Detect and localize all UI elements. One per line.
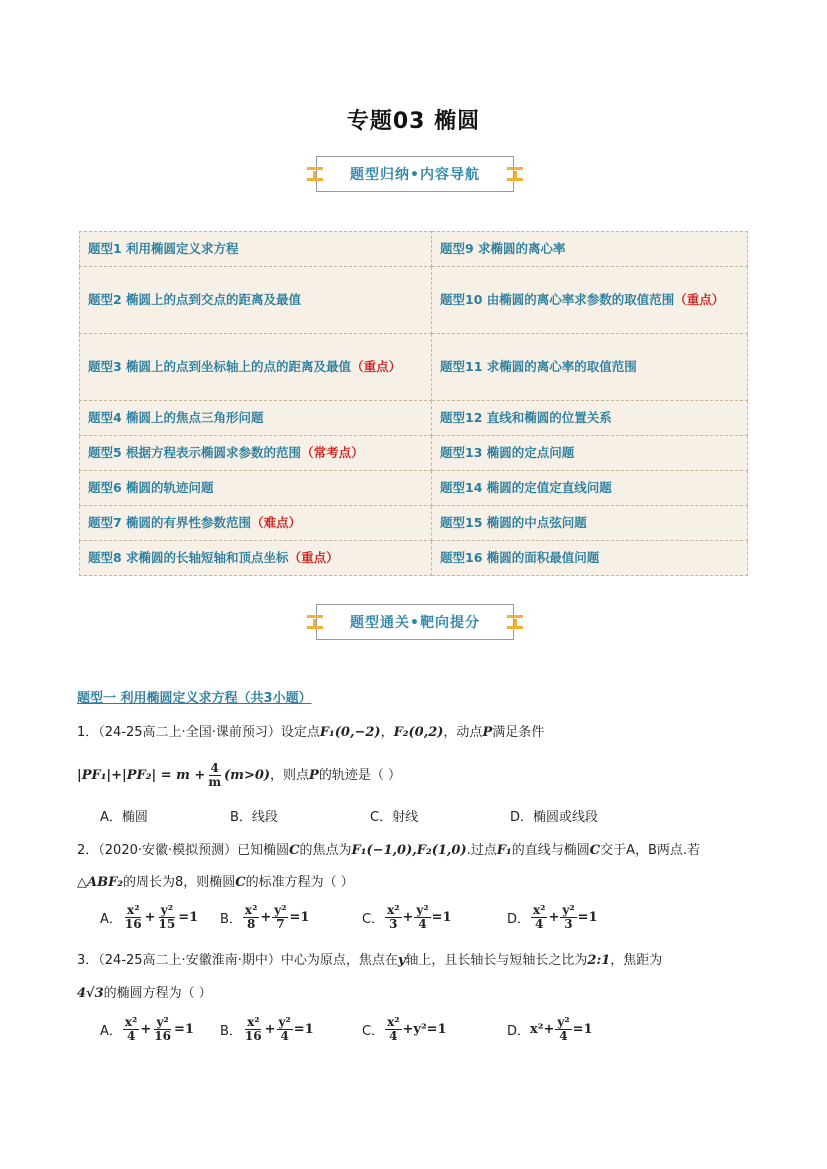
equals-one: =1 — [178, 910, 199, 925]
denominator: 16 — [124, 917, 142, 931]
option-label: D． — [507, 912, 531, 927]
nav-row — [80, 334, 748, 401]
option-d[interactable]: D．椭圆或线段 — [510, 810, 599, 825]
topic-label: 题型10 由椭圆的离心率求参数的取值范围 — [440, 292, 675, 307]
option-label: B． — [220, 912, 242, 927]
nav-topic-left[interactable] — [80, 232, 432, 267]
nav-row — [80, 436, 748, 471]
nav-topic-left[interactable] — [80, 401, 432, 436]
numerator: x² — [247, 1015, 260, 1029]
question-text: ，则点 — [270, 767, 310, 783]
banner-left-decoration — [307, 167, 323, 181]
numerator: x² — [387, 903, 400, 917]
denominator: 16 — [154, 1029, 171, 1043]
nav-row — [80, 506, 748, 541]
question-text: 满足条件 — [492, 725, 545, 740]
numerator: y² — [278, 1015, 291, 1029]
denominator: 3 — [389, 917, 398, 931]
question-3-line2 — [77, 983, 757, 1005]
option-a[interactable] — [100, 1016, 220, 1043]
topic-label: 题型5 根据方程表示椭圆求参数的范围 — [88, 445, 302, 460]
math-fraction — [243, 904, 259, 931]
equals-one: =1 — [572, 1022, 593, 1037]
math-head: x²+ — [530, 1022, 555, 1037]
topic-label: 题型16 椭圆的面积最值问题 — [440, 550, 600, 565]
option-a[interactable]: A．椭圆 — [100, 810, 148, 825]
question-text: 轴上，且长轴长与短轴长之比为 — [405, 953, 588, 968]
nav-topic-right[interactable] — [432, 471, 748, 506]
math-fraction — [277, 1016, 293, 1043]
denominator: 4 — [418, 917, 427, 931]
denominator: 16 — [244, 1029, 262, 1043]
math-condition-tail: (m>0) — [224, 767, 271, 783]
question-number: 1． — [77, 725, 99, 740]
question-text: ，动点 — [443, 725, 483, 740]
topic-tag: （常考点） — [301, 445, 364, 460]
topic-label: 题型14 椭圆的定值定直线问题 — [440, 480, 612, 495]
denominator: 4 — [126, 1029, 136, 1043]
section-banner-practice — [316, 604, 514, 640]
nav-topic-right[interactable] — [432, 267, 748, 334]
nav-topic-left[interactable] — [80, 334, 432, 401]
nav-topic-left[interactable] — [80, 506, 432, 541]
option-label: A． — [100, 1024, 122, 1039]
nav-topic-left[interactable] — [80, 541, 432, 576]
option-label: C． — [362, 1024, 385, 1039]
question-text: .过点 — [466, 843, 497, 858]
option-d[interactable] — [507, 1016, 657, 1043]
option-label: D． — [507, 1024, 531, 1039]
math-fraction — [560, 904, 576, 931]
math-f1: F₁(0,−2) — [319, 725, 381, 740]
nav-topic-left[interactable] — [80, 471, 432, 506]
question-text: 的轨迹是（ ） — [318, 767, 401, 783]
numerator: y² — [416, 903, 429, 917]
math-triangle: △ABF₂ — [77, 875, 123, 890]
equals-one: =1 — [289, 910, 310, 925]
equals-one: =1 — [577, 910, 598, 925]
question-text: ， — [380, 725, 394, 740]
nav-topic-right[interactable] — [432, 401, 748, 436]
question-2-line2 — [77, 872, 757, 894]
question-text: 的标准方程为（ ） — [245, 875, 354, 890]
option-label: B． — [220, 1024, 242, 1039]
numerator: y² — [156, 1015, 169, 1029]
denominator: 4 — [389, 1029, 398, 1043]
option-a[interactable] — [100, 904, 220, 931]
denominator: 15 — [158, 917, 176, 931]
math-c: C — [289, 843, 300, 858]
denominator: 7 — [276, 917, 285, 931]
math-focal-distance: 4√3 — [77, 986, 104, 1001]
banner-right-decoration — [507, 615, 523, 629]
topic-label: 题型11 求椭圆的离心率的取值范围 — [440, 359, 637, 374]
numerator: 4 — [210, 761, 219, 775]
numerator: y² — [562, 903, 575, 917]
denominator: 4 — [559, 1029, 568, 1043]
math-tail: +y²=1 — [402, 1022, 447, 1037]
denominator: 4 — [535, 917, 544, 931]
math-foci: F₁(−1,0),F₂(1,0) — [351, 843, 467, 858]
denominator: 8 — [246, 917, 256, 931]
math-fraction — [157, 904, 178, 931]
nav-topic-left[interactable] — [80, 267, 432, 334]
math-f2: F₂(0,2) — [393, 725, 444, 740]
math-condition: |PF₁|+|PF₂| = m + — [77, 767, 206, 783]
nav-row — [80, 232, 748, 267]
topic-tag: （重点） — [288, 550, 339, 565]
math-f1: F₁ — [496, 843, 512, 858]
question-number: 3． — [77, 953, 99, 968]
math-fraction — [385, 1016, 401, 1043]
question-1 — [77, 722, 757, 744]
option-c[interactable] — [362, 1016, 507, 1043]
option-c[interactable] — [362, 904, 507, 931]
math-ratio: 2:1 — [587, 953, 611, 968]
math-fraction — [531, 904, 547, 931]
equals-one: =1 — [431, 910, 452, 925]
option-b[interactable] — [220, 904, 362, 931]
question-number: 2． — [77, 843, 99, 858]
math-c: C — [235, 875, 246, 890]
banner-left-decoration — [307, 615, 323, 629]
nav-row — [80, 267, 748, 334]
section-heading: 题型一 利用椭圆定义求方程（共3小题） — [77, 691, 312, 706]
plus-sign: + — [264, 1022, 276, 1037]
question-2-options — [100, 904, 760, 931]
topic-label: 题型6 椭圆的轨迹问题 — [88, 480, 214, 495]
numerator: y² — [557, 1015, 570, 1029]
nav-row — [80, 401, 748, 436]
math-fraction — [123, 904, 144, 931]
banner-right-decoration — [507, 167, 523, 181]
numerator: x² — [124, 1015, 138, 1029]
topic-navigation-table — [79, 231, 748, 576]
option-d[interactable] — [507, 904, 657, 931]
math-fraction — [123, 1016, 139, 1043]
math-c: C — [589, 843, 601, 858]
topic-label: 题型8 求椭圆的长轴短轴和顶点坐标 — [88, 550, 289, 565]
topic-tag: （难点） — [251, 515, 302, 530]
plus-sign: + — [548, 910, 560, 925]
nav-topic-right[interactable] — [432, 506, 748, 541]
numerator: x² — [244, 903, 258, 917]
denominator: m — [208, 775, 222, 789]
nav-topic-right[interactable] — [432, 232, 748, 267]
plus-sign: + — [140, 1022, 152, 1037]
topic-label: 题型7 椭圆的有界性参数范围 — [88, 515, 252, 530]
math-fraction — [414, 904, 430, 931]
topic-tag: （重点） — [351, 359, 402, 374]
banner-label: 题型通关•靶向提分 — [350, 615, 480, 631]
nav-row — [80, 471, 748, 506]
topic-label: 题型2 椭圆上的点到交点的距离及最值 — [88, 292, 302, 307]
math-fraction — [555, 1016, 571, 1043]
numerator: x² — [127, 903, 140, 917]
question-1-condition — [77, 762, 757, 789]
banner-label: 题型归纳•内容导航 — [350, 167, 480, 183]
topic-label: 题型9 求椭圆的离心率 — [440, 241, 566, 256]
section-banner-nav — [316, 156, 514, 192]
equals-one: =1 — [173, 1022, 194, 1037]
option-label: A． — [100, 912, 122, 927]
numerator: x² — [387, 1015, 400, 1029]
plus-sign: + — [260, 910, 272, 925]
option-b[interactable] — [220, 1016, 362, 1043]
question-3-options — [100, 1016, 760, 1043]
math-fraction — [206, 762, 223, 789]
plus-sign: + — [144, 910, 156, 925]
question-text: 的周长为8，则椭圆 — [123, 875, 236, 890]
question-1-options — [100, 806, 760, 825]
question-2 — [77, 840, 757, 862]
option-label: C． — [362, 912, 385, 927]
question-text: 的椭圆方程为（ ） — [103, 986, 212, 1001]
topic-label: 题型3 椭圆上的点到坐标轴上的点的距离及最值 — [88, 359, 352, 374]
question-text: 的焦点为 — [299, 843, 352, 858]
question-text: （24-25高二上·安徽淮南·期中）中心为原点，焦点在 — [98, 953, 398, 968]
equals-one: =1 — [293, 1022, 314, 1037]
topic-tag: （重点） — [674, 292, 725, 307]
math-fraction — [272, 904, 288, 931]
math-p: P — [309, 767, 319, 783]
numerator: y² — [274, 903, 287, 917]
nav-topic-right[interactable] — [432, 436, 748, 471]
math-fraction — [243, 1016, 264, 1043]
math-y: y — [397, 953, 406, 968]
denominator: 3 — [564, 917, 573, 931]
nav-topic-right[interactable] — [432, 541, 748, 576]
plus-sign: + — [402, 910, 414, 925]
math-p: P — [482, 725, 493, 740]
topic-label: 题型15 椭圆的中点弦问题 — [440, 515, 587, 530]
nav-row — [80, 541, 748, 576]
option-b[interactable]: B．线段 — [230, 810, 278, 825]
math-fraction — [152, 1016, 173, 1043]
nav-topic-right[interactable] — [432, 334, 748, 401]
denominator: 4 — [280, 1029, 289, 1043]
question-text: 交于A，B两点.若 — [600, 843, 701, 858]
numerator: x² — [533, 903, 546, 917]
topic-label: 题型4 椭圆上的焦点三角形问题 — [88, 410, 264, 425]
question-text: （2020·安徽·模拟预测）已知椭圆 — [98, 843, 290, 858]
option-c[interactable]: C．射线 — [370, 810, 419, 825]
question-text: 的直线与椭圆 — [511, 843, 590, 858]
math-fraction — [385, 904, 401, 931]
topic-label: 题型12 直线和椭圆的位置关系 — [440, 410, 612, 425]
question-text: （24-25高二上·全国·课前预习）设定点 — [98, 725, 320, 740]
question-text: ，焦距为 — [610, 953, 663, 968]
page-title: 专题03 椭圆 — [346, 109, 481, 134]
numerator: y² — [160, 903, 173, 917]
nav-topic-left[interactable] — [80, 436, 432, 471]
topic-label: 题型13 椭圆的定点问题 — [440, 445, 575, 460]
topic-label: 题型1 利用椭圆定义求方程 — [88, 241, 239, 256]
question-3 — [77, 950, 757, 972]
